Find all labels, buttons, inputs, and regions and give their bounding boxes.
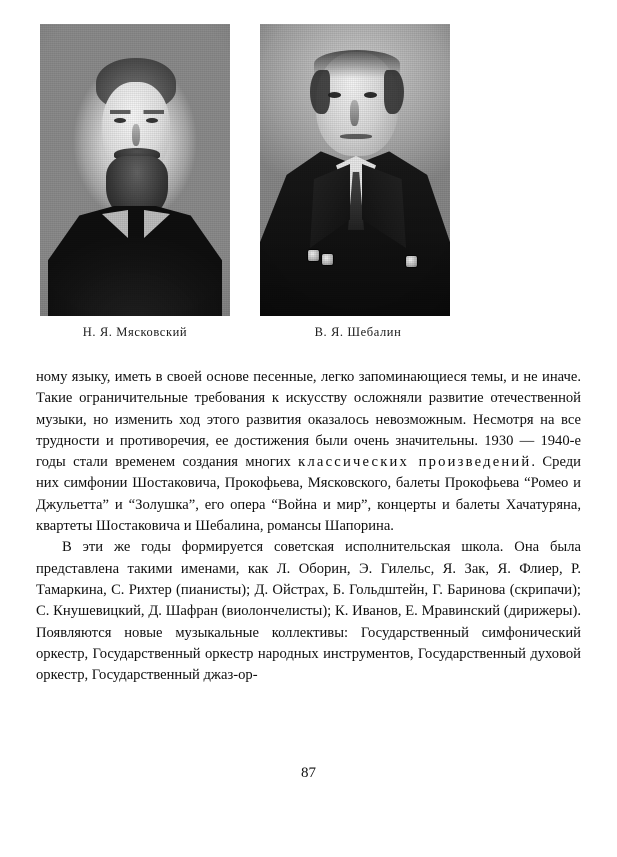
figure-myaskovsky [40,24,230,340]
figure-caption: Н. Я. Мясковский [82,325,188,339]
figure-caption: В. Я. Шебалин [314,325,402,339]
figure-row [40,24,580,340]
paragraph-2 [36,537,581,686]
page-number: 87 [301,765,316,781]
portrait-shebalin-photo [260,24,450,316]
paragraph-1-run-2-emphasis: классических произведений [298,454,532,471]
vignette [260,24,450,316]
paragraph-2-run-1: В эти же годы формируется советская исполнительская школа. Она была представлена такими именами, как Л. Оборин, Э. Гилельс, Я. Зак, Я. Флиер, Р. Тамаркина, С. Рихтер (пианисты); Д. Ойстрах, Б. Гольдштейн, Г. Баринова (скрипачи); С. Кнушевицкий, Д. Шафран (виолончелисты); К. Иванов, Е. Мравинский (дирижеры). Появляются новые музыкальные коллективы: Государственный симфонический оркестр, Государственный оркестр народных инструментов, Государственный духовой оркестр, Государственный джаз-ор- [36,539,581,684]
paragraph-1-run-1: ному языку, иметь в своей основе песенные, легко запоминающиеся темы, и не иначе. Такие ограничительные требования к искусству осложняли развитие отечественной музыки, но изменить ход этого развития оказалось невозможным. Несмотря на все трудности и противоречия, ее достижения были очень значительны. 1930 — 1940-е годы стали временем создания многих [36,369,581,471]
body-text [36,367,581,686]
paragraph-1 [36,367,581,537]
paragraph-1-run-3: . Среди них симфонии Шостаковича, Прокофьева, Мясковского, балеты Прокофьева “Ромео и Джульетта” и “Золушка”, его опера “Война и мир”, концерты и балеты Хачатуряна, квартеты Шостаковича и Шебалина, романсы Шапорина. [36,454,581,535]
figure-shebalin [260,24,450,340]
vignette [40,24,230,316]
portrait-myaskovsky-photo [40,24,230,316]
